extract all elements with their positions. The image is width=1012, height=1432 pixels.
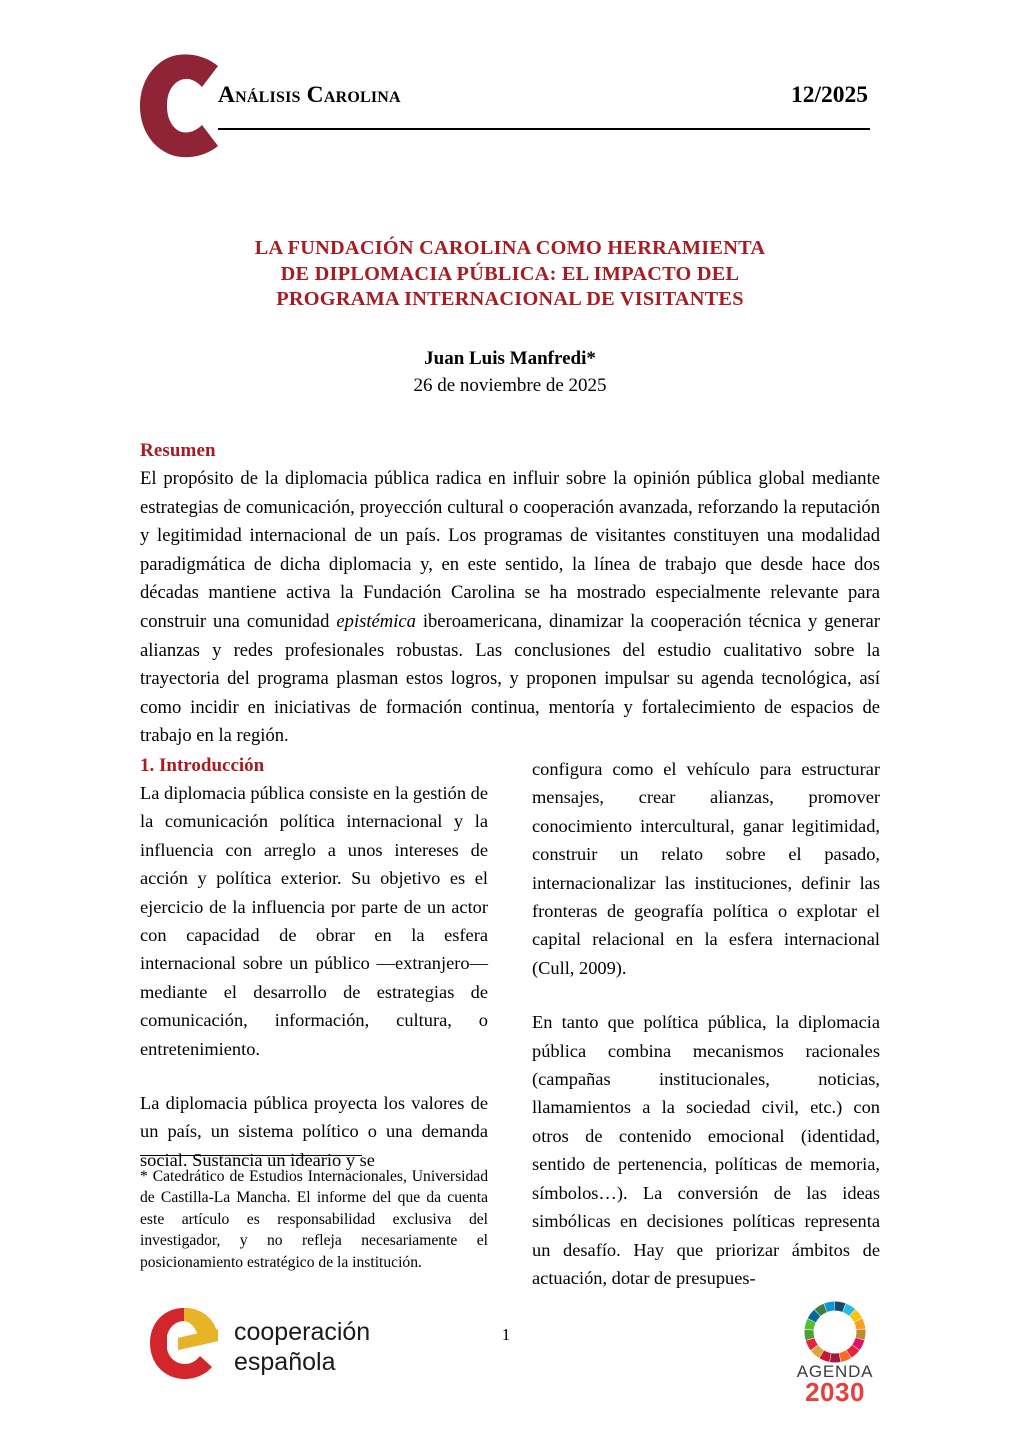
agenda-2030-logo-icon (785, 1294, 885, 1406)
doc-title-line-3: PROGRAMA INTERNACIONAL DE VISITANTES (276, 288, 744, 311)
footnote-separator-rule (140, 1155, 362, 1156)
right-column-paragraph-2: En tanto que política pública, la diplomacia pública combina mecanismos racionales (campañas institucionales, noticias, llamamientos a la sociedad civil, etc.) con otros de contenido emocional (identidad, sentido de pertenencia, políticas de memoria, símbolos…). La conversión de las ideas simbólicas en decisiones políticas representa un desafío. Hay que priorizar ámbitos de actuación, dotar de presupues- (532, 1012, 880, 1288)
abstract-paragraph (140, 465, 880, 751)
body-column-right (532, 755, 880, 1292)
page-number: 1 (501, 1325, 511, 1344)
doc-title-line-2: DE DIPLOMACIA PÚBLICA: EL IMPACTO DEL (280, 262, 740, 285)
left-column-paragraph-1: La diplomacia pública consiste en la gestión de la comunicación política internacional y la influencia con arreglo a unos intereses de acción y política exterior. Su objetivo es el ejercicio de la influencia por parte de un actor con capacidad de obrar en la esfera internacional sobre un público —extranjero— mediante el desarrollo de estrategias de comunicación, información, cultura, o entretenimiento. (140, 783, 488, 1059)
publication-title: Análisis Carolina (218, 82, 401, 108)
body-column-left (140, 755, 488, 1174)
publication-date: 26 de noviembre de 2025 (413, 374, 607, 396)
title-block (140, 236, 880, 397)
carolina-c-logo-icon (140, 52, 226, 160)
doc-title-line-1: LA FUNDACIÓN CAROLINA COMO HERRAMIENTA (254, 237, 766, 259)
abstract-emphasis: epistémica (336, 610, 416, 632)
agenda-2030-year: 2030 (805, 1377, 865, 1406)
cooperacion-espanola-line-2: española (234, 1348, 336, 1376)
left-column-paragraph-2: La diplomacia pública proyecta los valores de un país, un sistema político o una demanda social. Sustancia un ideario y se (140, 1093, 488, 1170)
abstract-text-part-1: El propósito de la diplomacia pública radica en influir sobre la opinión pública global mediante estrategias de comunicación, proyección cultural o cooperación avanzada, reforzando la reputación y legitimidad internacional de un país. Los programas de visitantes constituyen una modalidad paradigmática de dicha diplomacia y, en este sentido, la línea de trabajo que desde hace dos décadas mantiene activa la Fundación Carolina se ha mostrado especialmente relevante para construir una comunidad (140, 468, 880, 632)
right-column-paragraph-1: configura como el vehículo para estructurar mensajes, crear alianzas, promover conocimiento intercultural, ganar legitimidad, construir un relato sobre el pasado, internacionalizar las instituciones, definir las fronteras de geografía política o explotar el capital relacional en la esfera internacional (Cull, 2009). (532, 759, 880, 978)
issue-number: 12/2025 (790, 82, 868, 108)
abstract-heading: Resumen (140, 440, 216, 461)
abstract-text-part-2: iberoamericana, dinamizar la cooperación técnica y generar alianzas y redes profesionales robustas. Las conclusiones del estudio cualitativo sobre la trayectoria del programa plasman estos logros, y proponen impulsar su agenda tecnológica, así como incidir en iniciativas de formación continua, mentoría y fortalecimiento de espacios de trabajo en la región. (140, 610, 880, 747)
cooperacion-espanola-line-1: cooperación (234, 1318, 371, 1346)
page-header (140, 52, 870, 167)
footnote-block (140, 1155, 488, 1273)
section-heading-introduccion: 1. Introducción (140, 755, 265, 776)
masthead-rule (218, 82, 870, 130)
abstract-section (140, 440, 880, 751)
author-name: Juan Luis Manfredi* (424, 347, 596, 369)
footnote-text: * Catedrático de Estudios Internacionales, Universidad de Castilla-La Mancha. El informe del que da cuenta este artículo es responsabilidad exclusiva del investigador, y no refleja necesariamente el posicionamiento estratégico de la institución. (140, 1168, 488, 1271)
page-title (140, 236, 880, 313)
agenda-2030-word: AGENDA (796, 1362, 874, 1381)
